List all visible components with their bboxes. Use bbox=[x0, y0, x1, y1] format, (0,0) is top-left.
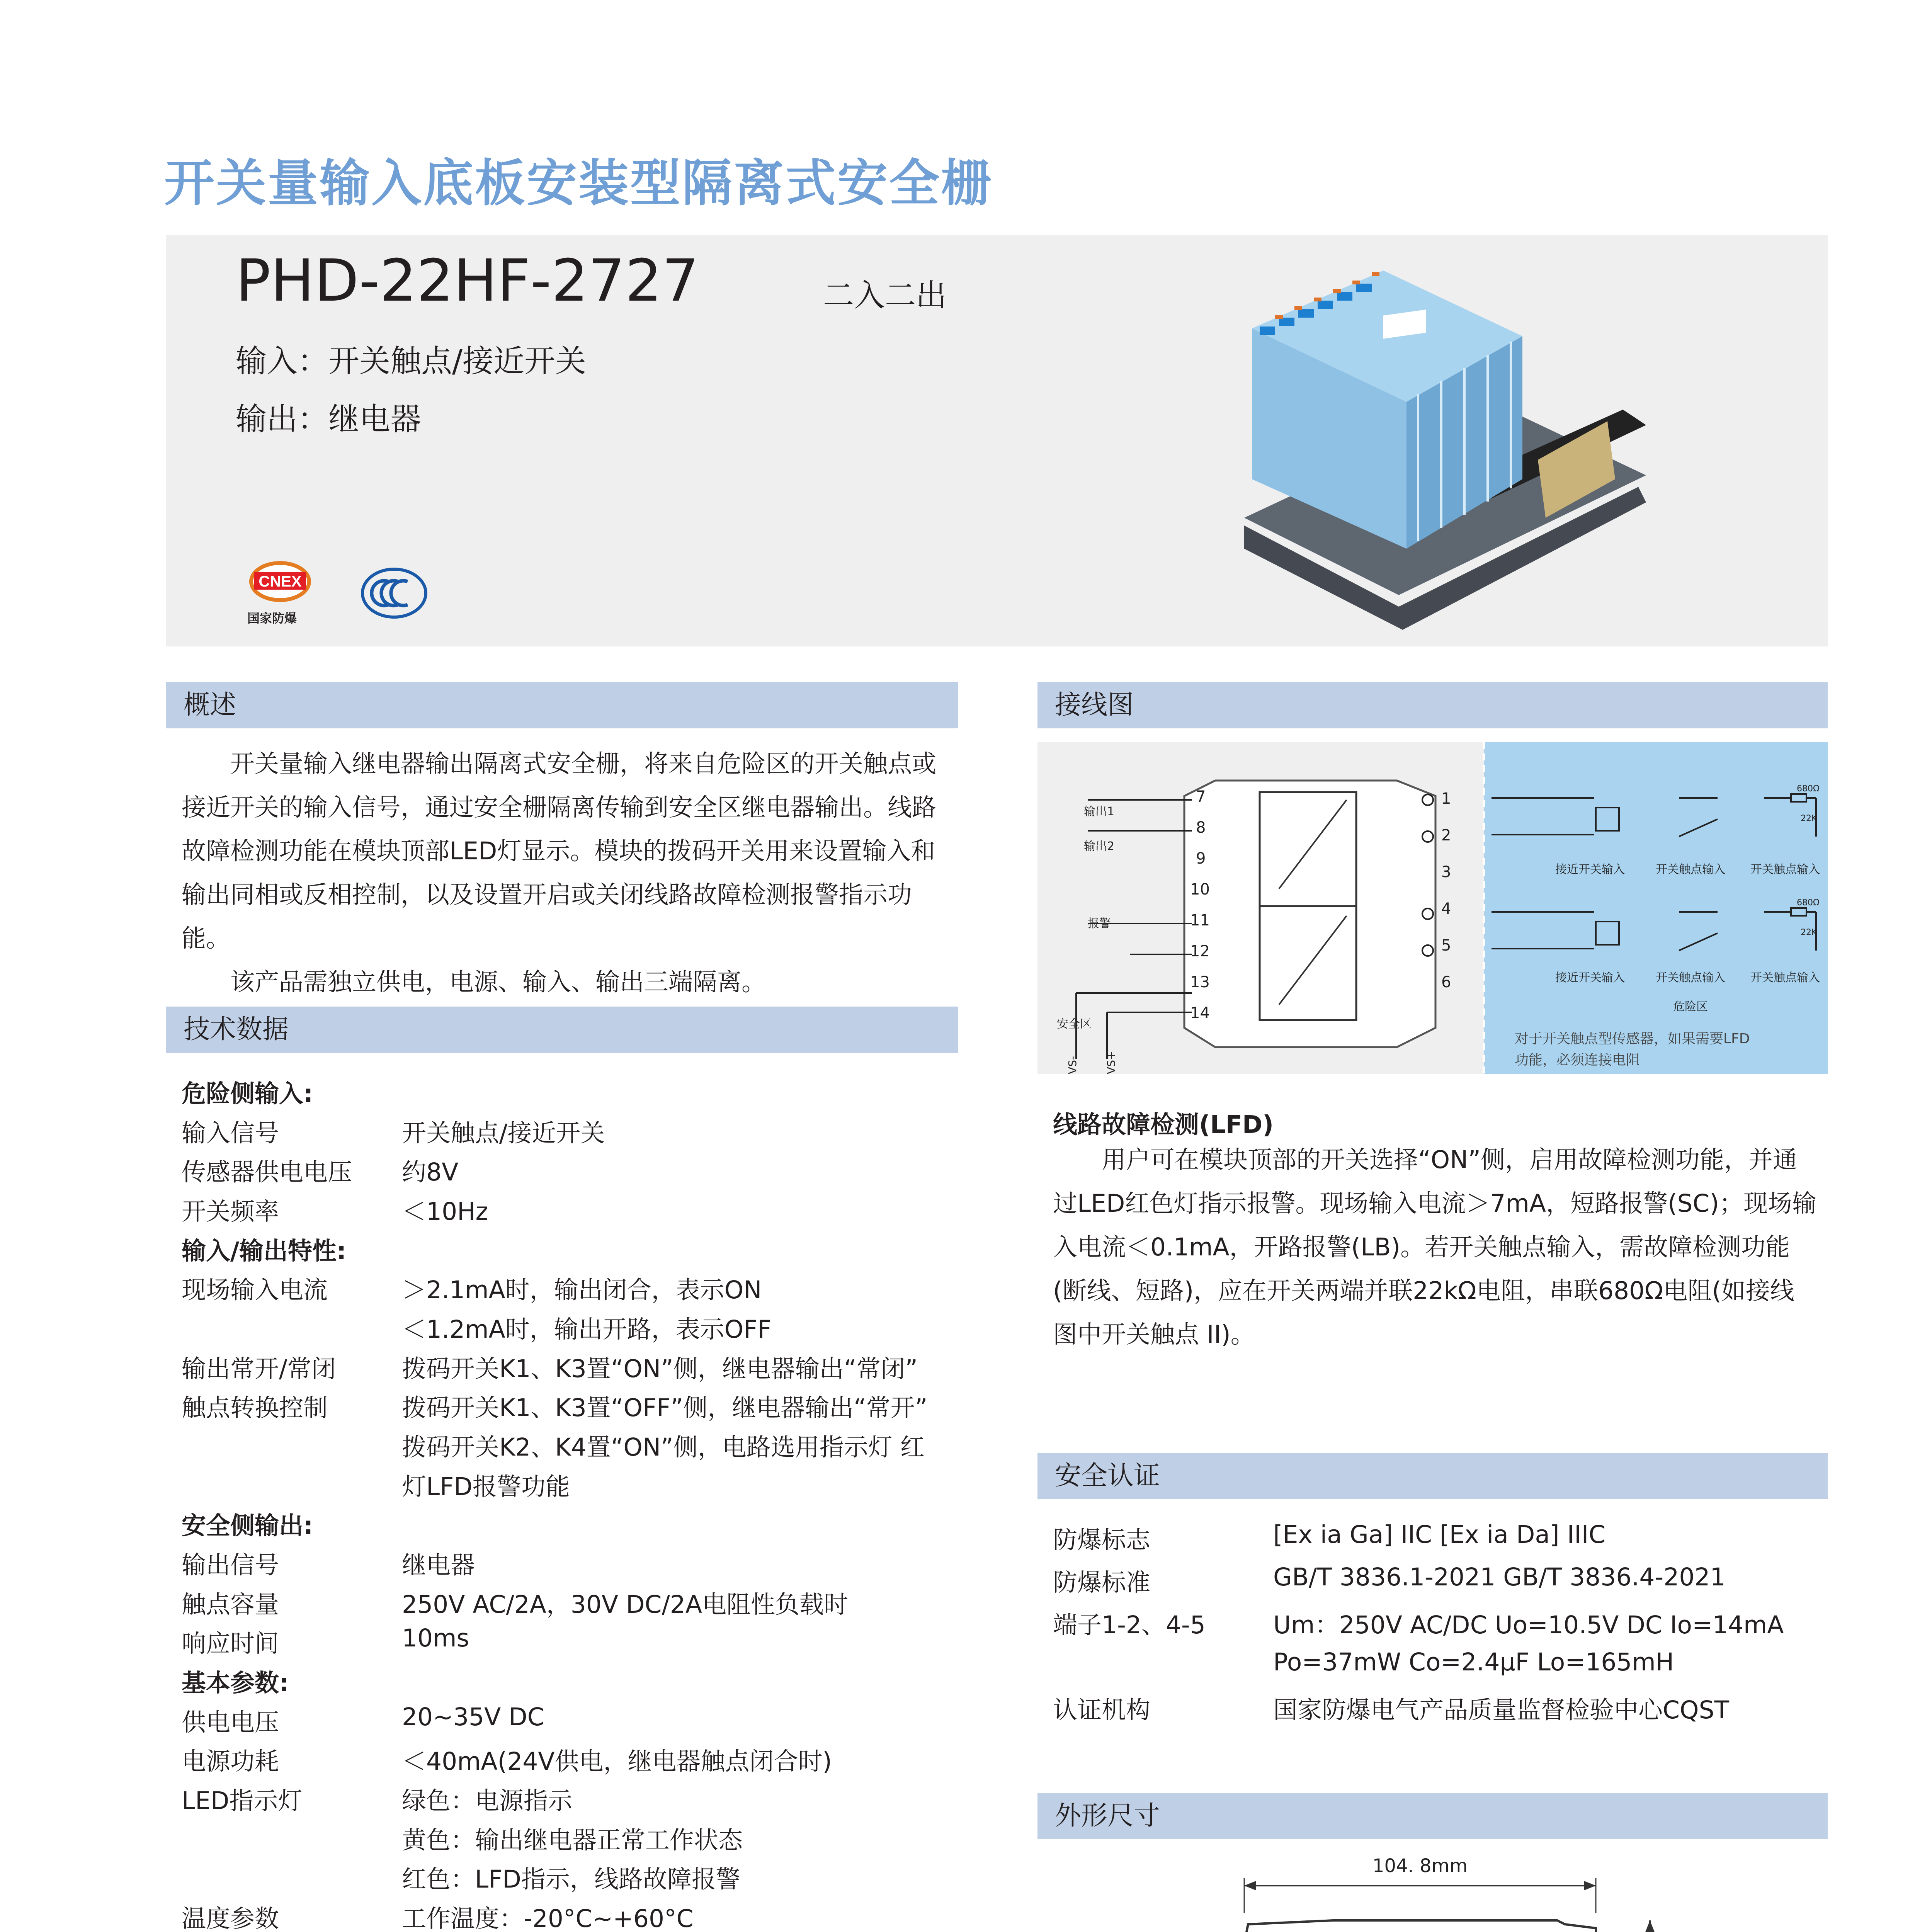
section-overview: 概述 bbox=[166, 682, 958, 728]
tech-key: 供电电压 bbox=[182, 1708, 279, 1736]
section-tech: 技术数据 bbox=[166, 1007, 958, 1053]
tech-value: 10ms bbox=[402, 1624, 469, 1652]
tech-value: 绿色：电源指示 bbox=[402, 1787, 572, 1815]
safety-key: 端子1-2、4-5 bbox=[1053, 1611, 1206, 1639]
tech-key: 温度参数 bbox=[182, 1905, 279, 1932]
product-model: PHD-22HF-2727 bbox=[236, 247, 699, 315]
safety-value: Um：250V AC/DC Uo=10.5V DC Io=14mA bbox=[1273, 1611, 1784, 1639]
wiring-diagram bbox=[1037, 742, 1828, 1074]
tech-key: 现场输入电流 bbox=[182, 1276, 328, 1304]
section-dimensions: 外形尺寸 bbox=[1037, 1793, 1828, 1839]
safety-key: 防爆标志 bbox=[1053, 1526, 1150, 1554]
tech-value: 开关触点/接近开关 bbox=[402, 1119, 605, 1147]
tech-value: 红色：LFD指示，线路故障报警 bbox=[402, 1865, 740, 1893]
tech-value: ＜10Hz bbox=[402, 1197, 488, 1226]
lfd-paragraph: 用户可在模块顶部的开关选择“ON”侧，启用故障检测功能，并通过LED红色灯指示报警。现场输入电流＞7mA，短路报警(SC)；现场输入电流＜0.1mA，开路报警(LB)。若开关触点输入，需故障检测功能(断线、短路)，应在开关两端并联22kΩ电阻，串联680Ω电阻(如接线图中开关触点 II)。 bbox=[1053, 1146, 1817, 1349]
overview-paragraph-1: 开关量输入继电器输出隔离式安全栅，将来自危险区的开关触点或接近开关的输入信号，通过安全栅隔离传输到安全区继电器输出。线路故障检测功能在模块顶部LED灯显示。模块的拨码开关用来设置输入和输出同相或反相控制，以及设置开启或关闭线路故障检测报警指示功能。 bbox=[182, 750, 936, 952]
tech-heading: 输入/输出特性: bbox=[182, 1237, 347, 1265]
resistor-22k-label: 22K bbox=[1801, 928, 1817, 937]
left-terminal: 10 bbox=[1190, 881, 1210, 898]
tech-key: 响应时间 bbox=[182, 1629, 279, 1658]
tech-value: 拨码开关K1、K3置“OFF”侧，继电器输出“常开” bbox=[402, 1394, 928, 1422]
tech-heading: 基本参数: bbox=[182, 1669, 289, 1697]
tech-key: 传感器供电电压 bbox=[182, 1158, 352, 1186]
product-io-type: 二入二出 bbox=[823, 277, 947, 313]
left-terminal: 7 bbox=[1196, 788, 1206, 806]
tech-key: 触点转换控制 bbox=[182, 1394, 328, 1422]
tech-value: 约8V bbox=[402, 1158, 459, 1186]
tech-value: 继电器 bbox=[402, 1551, 475, 1579]
left-terminal: 8 bbox=[1196, 819, 1206, 837]
safety-value: [Ex ia Ga] IIC [Ex ia Da] IIIC bbox=[1273, 1520, 1606, 1549]
resistor-680-label: 680Ω bbox=[1797, 784, 1820, 794]
left-terminal: 11 bbox=[1190, 912, 1210, 929]
tech-key: 触点容量 bbox=[182, 1590, 279, 1619]
right-terminal: 6 bbox=[1441, 973, 1451, 991]
safe-zone-label: 安全区 bbox=[1057, 1017, 1092, 1031]
lfd-title: 线路故障检测(LFD) bbox=[1053, 1111, 1274, 1139]
hazard-zone-label: 危险区 bbox=[1673, 1000, 1708, 1014]
overview-paragraph-2: 该产品需独立供电，电源、输入、输出三端隔离。 bbox=[230, 968, 766, 996]
product-image bbox=[1236, 247, 1673, 639]
section-safety: 安全认证 bbox=[1037, 1453, 1828, 1499]
tech-value: 拨码开关K1、K3置“ON”侧，继电器输出“常闭” bbox=[402, 1355, 918, 1383]
left-terminal: 14 bbox=[1190, 1004, 1210, 1022]
cnex-logo-text: CNEX bbox=[259, 573, 302, 590]
left-terminal: 13 bbox=[1190, 973, 1210, 991]
tech-value: ＜40mA(24V供电，继电器触点闭合时) bbox=[402, 1747, 832, 1776]
product-output: 输出：继电器 bbox=[236, 401, 421, 437]
cap-contact-1: 开关触点输入 bbox=[1656, 863, 1725, 876]
tech-heading: 安全侧输出: bbox=[182, 1512, 313, 1540]
wiring-note-2: 功能，必须连接电阻 bbox=[1515, 1052, 1640, 1068]
tech-value: 250V AC/2A，30V DC/2A电阻性负载时 bbox=[402, 1590, 848, 1619]
right-terminal: 5 bbox=[1441, 937, 1451, 954]
right-terminal: 2 bbox=[1441, 827, 1451, 844]
product-input: 输入：开关触点/接近开关 bbox=[236, 343, 586, 379]
vs-minus-label: VS- bbox=[1066, 1056, 1079, 1074]
tech-key: 输入信号 bbox=[182, 1119, 279, 1147]
tech-value: 拨码开关K2、K4置“ON”侧，电路选用指示灯 红 bbox=[402, 1433, 925, 1461]
wiring-note-1: 对于开关触点型传感器，如果需要LFD bbox=[1515, 1031, 1750, 1047]
safety-key: 防爆标准 bbox=[1053, 1568, 1150, 1597]
ccc-logo bbox=[359, 566, 429, 622]
tech-heading: 危险侧输入: bbox=[182, 1080, 313, 1108]
safety-key: 认证机构 bbox=[1053, 1696, 1150, 1724]
tech-value: ＞2.1mA时，输出闭合，表示ON bbox=[402, 1276, 762, 1304]
right-terminal: 3 bbox=[1441, 863, 1451, 881]
cap-contact-2: 开关触点输入 bbox=[1750, 863, 1820, 876]
safety-value: Po=37mW Co=2.4μF Lo=165mH bbox=[1273, 1648, 1674, 1676]
out2-label: 输出2 bbox=[1084, 840, 1115, 853]
cap-proximity-2: 接近开关输入 bbox=[1555, 971, 1625, 985]
tech-value: 灯LFD报警功能 bbox=[402, 1473, 570, 1501]
right-terminal: 1 bbox=[1441, 790, 1451, 808]
tech-value: 工作温度：-20°C~+60°C bbox=[402, 1905, 694, 1932]
right-terminal: 4 bbox=[1441, 900, 1451, 918]
out1-label: 输出1 bbox=[1084, 805, 1115, 818]
resistor-22k-label: 22K bbox=[1801, 814, 1817, 823]
left-terminal: 9 bbox=[1196, 850, 1206, 867]
tech-key: LED指示灯 bbox=[182, 1787, 303, 1815]
tech-value: 20~35V DC bbox=[402, 1703, 544, 1731]
tech-key: 电源功耗 bbox=[182, 1747, 279, 1776]
tech-value: 黄色：输出继电器正常工作状态 bbox=[402, 1826, 743, 1854]
tech-value: ＜1.2mA时，输出开路，表示OFF bbox=[402, 1315, 772, 1344]
cap-contact-4: 开关触点输入 bbox=[1750, 971, 1820, 985]
cap-contact-3: 开关触点输入 bbox=[1656, 971, 1725, 985]
safety-value: 国家防爆电气产品质量监督检验中心CQST bbox=[1273, 1696, 1730, 1724]
tech-key: 开关频率 bbox=[182, 1197, 279, 1226]
vs-plus-label: VS+ bbox=[1105, 1051, 1117, 1074]
page-title: 开关量输入底板安装型隔离式安全栅 bbox=[164, 154, 993, 213]
cnex-caption: 国家防爆 bbox=[247, 611, 297, 626]
safety-value: GB/T 3836.1-2021 GB/T 3836.4-2021 bbox=[1273, 1563, 1726, 1591]
dimension-drawing bbox=[1101, 1851, 1704, 1932]
tech-key: 输出信号 bbox=[182, 1551, 279, 1579]
cap-proximity-1: 接近开关输入 bbox=[1555, 863, 1625, 876]
alarm-label: 报警 bbox=[1088, 917, 1111, 930]
section-wiring: 接线图 bbox=[1037, 682, 1828, 728]
tech-key: 输出常开/常闭 bbox=[182, 1355, 336, 1383]
resistor-680-label: 680Ω bbox=[1797, 898, 1820, 908]
left-terminal: 12 bbox=[1190, 942, 1210, 960]
width-label: 104. 8mm bbox=[1372, 1855, 1468, 1877]
